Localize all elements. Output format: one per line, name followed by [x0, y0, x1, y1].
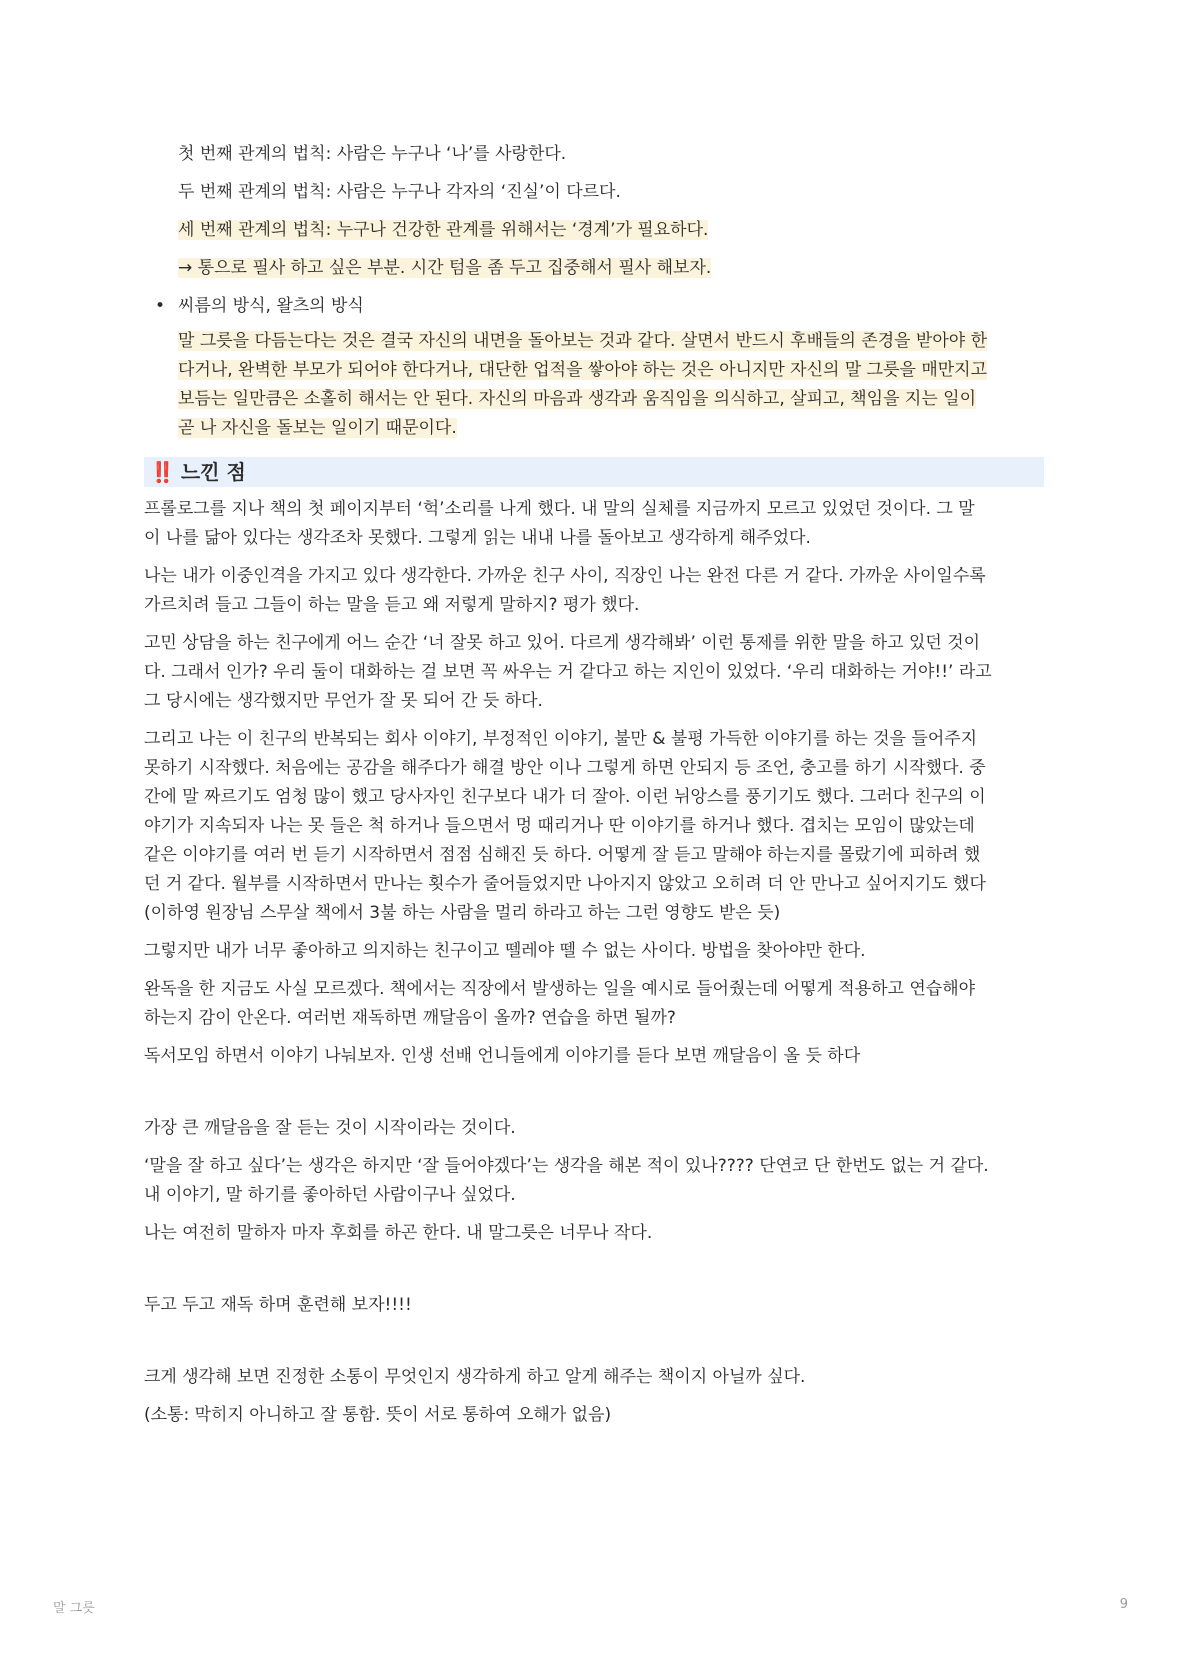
footer-title: 말 그릇 — [53, 1601, 95, 1616]
spacer — [144, 1329, 1044, 1363]
paragraph-line: 그 당시에는 생각했지만 무언가 잘 못 되어 간 듯 하다. — [144, 691, 543, 711]
rule-1 — [144, 140, 1044, 169]
paragraph-5 — [144, 937, 1044, 966]
paragraph-line: (소통: 막히지 아니하고 잘 통함. 뜻이 서로 통하여 오해가 없음) — [144, 1405, 612, 1425]
spacer — [144, 1080, 1044, 1114]
paragraph-line: 독서모임 하면서 이야기 나눠보자. 인생 선배 언니들에게 이야기를 듣다 보면 깨달음이 올 듯 하다 — [144, 1046, 861, 1066]
quote-line-2: 다거나, 완벽한 부모가 되어야 한다거나, 대단한 업적을 쌓아야 하는 것은 아니지만 자신의 말 그릇을 매만지고 — [178, 360, 988, 380]
quote-line-4: 곧 나 자신을 돌보는 일이기 때문이다. — [178, 418, 457, 438]
paragraph-line: 가장 큰 깨달음을 잘 듣는 것이 시작이라는 것이다. — [144, 1118, 516, 1138]
rule-note-highlight: → 통으로 필사 하고 싶은 부분. 시간 텀을 좀 두고 집중해서 필사 해보자. — [178, 258, 712, 278]
paragraph-2 — [144, 562, 1044, 620]
paragraph-1 — [144, 495, 1044, 553]
paragraph-line: (이하영 원장님 스무살 책에서 3불 하는 사람을 멀리 하라고 하는 그런 영향도 받은 듯) — [144, 903, 781, 923]
paragraph-line: 못하기 시작했다. 처음에는 공감을 해주다가 해결 방안 이나 그렇게 하면 안되지 등 조언, 충고를 하기 시작했다. 중 — [144, 758, 986, 778]
paragraph-7 — [144, 1042, 1044, 1071]
paragraph-6 — [144, 975, 1044, 1033]
paragraph-line: 이 나를 닮아 있다는 생각조차 못했다. 그렇게 읽는 내내 나를 돌아보고 생각하게 해주었다. — [144, 528, 811, 548]
paragraph-3 — [144, 629, 1044, 716]
reflection-1 — [144, 1114, 1044, 1143]
closing-1 — [144, 1363, 1044, 1392]
paragraph-line: 간에 말 짜르기도 엄청 많이 했고 당사자인 친구보다 내가 더 잘아. 이런 뉘앙스를 풍기기도 했다. 그러다 친구의 이 — [144, 787, 986, 807]
paragraph-line: ‘말을 잘 하고 싶다’는 생각은 하지만 ‘잘 들어야겠다’는 생각을 해본 적이 있나???? 단연코 단 한번도 없는 거 같다. — [144, 1156, 989, 1176]
quote-line-1: 말 그릇을 다듬는다는 것은 결국 자신의 내면을 돌아보는 것과 같다. 살면서 반드시 후배들의 존경을 받아야 한 — [178, 331, 988, 351]
paragraph-line: 그리고 나는 이 친구의 반복되는 회사 이야기, 부정적인 이야기, 불만 & 불평 가득한 이야기를 하는 것을 들어주지 — [144, 729, 978, 749]
resolve-line: 두고 두고 재독 하며 훈련해 보자!!!! — [144, 1295, 412, 1315]
resolve — [144, 1291, 1044, 1320]
footer-page-number: 9 — [1119, 1597, 1128, 1612]
double-exclamation-icon: ‼️ — [150, 460, 175, 484]
paragraph-line: 크게 생각해 보면 진정한 소통이 무엇인지 생각하게 하고 알게 해주는 책이지 아닐까 싶다. — [144, 1367, 806, 1387]
section-heading-title: 느낀 점 — [180, 460, 246, 484]
rule-2 — [144, 178, 1044, 207]
quote-line-3: 보듬는 일만큼은 소홀히 해서는 안 된다. 자신의 마음과 생각과 움직임을 의식하고, 살피고, 책임을 지는 일이 — [178, 389, 977, 409]
paragraph-line: 고민 상담을 하는 친구에게 어느 순간 ‘너 잘못 하고 있어. 다르게 생각해봐’ 이런 통제를 위한 말을 하고 있던 것이 — [144, 633, 981, 653]
rule-3 — [144, 216, 1044, 245]
paragraph-line: 가르치려 들고 그들이 하는 말을 듣고 왜 저렇게 말하지? 평가 했다. — [144, 595, 640, 615]
reflection-3 — [144, 1219, 1044, 1248]
paragraph-line: 하는지 감이 안온다. 여러번 재독하면 깨달음이 올까? 연습을 하면 될까? — [144, 1008, 676, 1028]
paragraph-line: 그렇지만 내가 너무 좋아하고 의지하는 친구이고 뗄레야 뗄 수 없는 사이다. 방법을 찾아야만 한다. — [144, 941, 866, 961]
quote-block — [144, 327, 1044, 443]
paragraph-line: 완독을 한 지금도 사실 모르겠다. 책에서는 직장에서 발생하는 일을 예시로 들어줬는데 어떻게 적용하고 연습해야 — [144, 979, 976, 999]
rule-3-highlight: 세 번째 관계의 법칙: 누구나 건강한 관계를 위해서는 ‘경계’가 필요하다. — [178, 220, 709, 240]
paragraph-line: 같은 이야기를 여러 번 듣기 시작하면서 점점 심해진 듯 하다. 어떻게 잘 듣고 말해야 하는지를 몰랐기에 피하려 했 — [144, 845, 981, 865]
paragraph-line: 던 거 같다. 월부를 시작하면서 만나는 횟수가 줄어들었지만 나아지지 않았고 오히려 더 안 만나고 싶어지기도 했다 — [144, 874, 986, 894]
closing-2 — [144, 1401, 1044, 1430]
paragraph-line: 다. 그래서 인가? 우리 둘이 대화하는 걸 보면 꼭 싸우는 거 같다고 하는 지인이 있었다. ‘우리 대화하는 거야!!’ 라고 — [144, 662, 992, 682]
spacer — [144, 1257, 1044, 1291]
rule-2-text: 두 번째 관계의 법칙: 사람은 누구나 각자의 ‘진실’이 다르다. — [178, 182, 621, 202]
page-content — [144, 140, 1044, 1439]
paragraph-line: 내 이야기, 말 하기를 좋아하던 사람이구나 싶었다. — [144, 1185, 516, 1205]
reflection-2 — [144, 1152, 1044, 1210]
section-heading — [144, 457, 1044, 487]
paragraph-line: 나는 여전히 말하자 마자 후회를 하곤 한다. 내 말그릇은 너무나 작다. — [144, 1223, 653, 1243]
paragraph-line: 야기가 지속되자 나는 못 들은 척 하거나 들으면서 멍 때리거나 딴 이야기를 하거나 했다. 겹치는 모임이 많았는데 — [144, 816, 975, 836]
paragraph-4 — [144, 725, 1044, 928]
paragraph-line: 나는 내가 이중인격을 가지고 있다 생각한다. 가까운 친구 사이, 직장인 나는 완전 다른 거 같다. 가까운 사이일수록 — [144, 566, 986, 586]
paragraph-line: 프롤로그를 지나 책의 첫 페이지부터 ‘헉’소리를 나게 했다. 내 말의 실체를 지금까지 모르고 있었던 것이다. 그 말 — [144, 499, 975, 519]
rule-1-text: 첫 번째 관계의 법칙: 사람은 누구나 ‘나’를 사랑한다. — [178, 144, 567, 164]
bullet-item: • 씨름의 방식, 왈츠의 방식 — [144, 292, 1044, 321]
rule-note — [144, 254, 1044, 283]
